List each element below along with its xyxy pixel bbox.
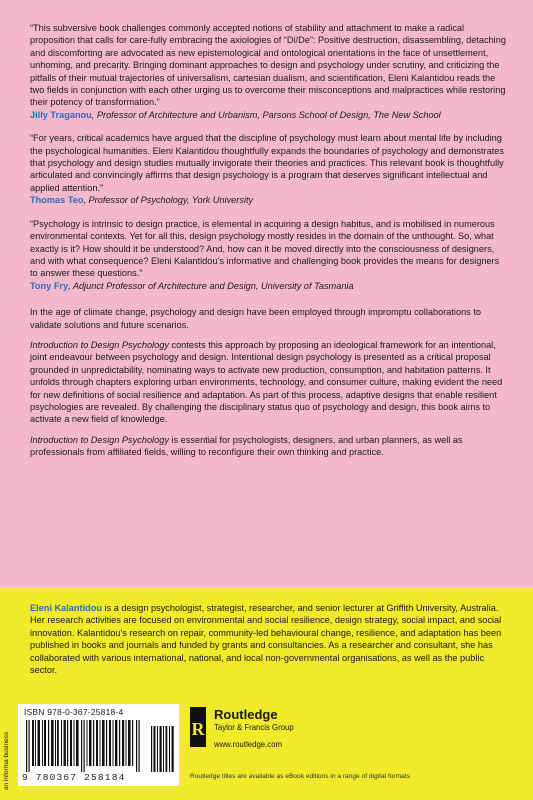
isbn-barcode [18, 704, 179, 786]
summary-paragraph [30, 434, 506, 459]
quote-author-role: , Professor of Architecture and Urbanism, Parsons School of Design, The New School [91, 109, 441, 120]
quote-attribution [30, 194, 506, 206]
quote-author: Tony Fry [30, 280, 69, 291]
summary-text: is essential for psychologists, designers, and urban planners, as well as professionals from affiliated fields, willing to reconfigure their own thinking and practice. [30, 434, 463, 458]
endorsement-quote [30, 22, 506, 121]
author-name: Eleni Kalantidou [30, 603, 102, 613]
barcode-digits: 9 780367 258184 [22, 772, 126, 783]
barcode-addon [150, 720, 176, 772]
endorsement-quote [30, 132, 506, 206]
back-cover-text [30, 22, 506, 467]
quote-text: “Psychology is intrinsic to design practice, is elemental in acquiring a design habitus, and is mobilised in numerous environmental contexts. Yet for all this, design psychology mostly resides in the domain of the unthought. So, what exactly is it? How should it be understood? And, how can it be moved directly into the consciousness of designers, and with what consequence? Eleni Kalantidou’s informative and challenging book provides the means for designers to answer these questions.” [30, 218, 500, 279]
quote-author: Thomas Teo [30, 195, 84, 206]
quote-text: “This subversive book challenges commonly accepted notions of stability and attachment to make a radical proposition that calls for care-fully embracing the axiologies of “Di/De”: Positive destruction, disassembling, detaching and discomforting are advocated as new epistemological and ontological orientations in the face of unsettlement, unhoming, and precarity. Bringing dominant approaches to design and psychology under scrutiny, and criticizing the pitfalls of their mutual trajectories of universalism, cartesian dualism, and scientification, Eleni Kalantidou reads the two fields in conjunction with each other urging us to overcome their misconceptions and malpractices while restoring their potency of transformation.” [30, 23, 506, 108]
author-bio-text: is a design psychologist, strategist, researcher, and senior lecturer at Griffith University, Australia. Her research activities are focused on environmental and social resilience, design strategy, social impact, and social innovation. Kalantidou’s research on repair, community-led behavioural change, resilience, and adaptation has been published in books and journals and funded by grants and consultancies. As a researcher and consultant, she has collaborated with various international, national, and local non-governmental organisations, as well as the public sector. [30, 603, 502, 676]
routledge-r-icon [190, 707, 206, 747]
endorsement-quote [30, 218, 506, 292]
isbn-label: ISBN 978-0-367-25818-4 [24, 707, 124, 717]
publisher-name: Routledge [214, 707, 278, 722]
author-bio [30, 602, 506, 676]
barcode-bars [24, 720, 144, 772]
informa-side-text: an informa business [3, 731, 10, 790]
publisher-group: Taylor & Francis Group [214, 723, 294, 732]
summary-paragraph: In the age of climate change, psychology and design have been employed through impromptu collaborations to validate solutions and future scenarios. [30, 307, 481, 330]
quote-author-role: , Professor of Psychology, York University [83, 195, 254, 206]
quote-author: Jilly Traganou [30, 109, 92, 120]
quote-attribution [30, 280, 506, 292]
ebook-note: Routledge titles are available as eBook editions in a range of digital formats [190, 773, 410, 780]
publisher-logo [190, 707, 310, 767]
quote-attribution [30, 109, 506, 121]
svg-text:R: R [191, 719, 205, 739]
quote-text: “For years, critical academics have argued that the discipline of psychology must learn about mental life by including the psychological humanities. Eleni Kalantidou thoughtfully expands the boundaries of psychology and demonstrates that psychology and design studies mutually invigorate their theories and practices. This relevant book is thoughtfully articulated and convincingly affirms that design psychology is a program that deserves significant intellectual and applied attention.” [30, 133, 504, 193]
book-title-italic: Introduction to Design Psychology [30, 339, 169, 350]
summary-text: contests this approach by proposing an ideological framework for an intentional, joint endeavour between psychology and design. Intentional design psychology is presented as a critical proposal grounded in unpredictability, nominating ways to activate new production, consumption, and habitation patterns. It unfolds through chapters exploring urban environments, technology, and consumer culture, making evident the need for new definitions of social resilience and adaptation. As part of this process, adaptive designs that enable resilient psychologies are revealed. By challenging the disciplinary status quo of psychology and design, this book aims to activate a new field of knowledge. [30, 339, 503, 425]
summary-paragraph [30, 339, 506, 426]
book-title-italic: Introduction to Design Psychology [30, 434, 169, 445]
quote-author-role: , Adjunct Professor of Architecture and Design, University of Tasmania [68, 280, 354, 291]
book-summary [30, 306, 506, 458]
publisher-url[interactable]: www.routledge.com [214, 740, 283, 749]
